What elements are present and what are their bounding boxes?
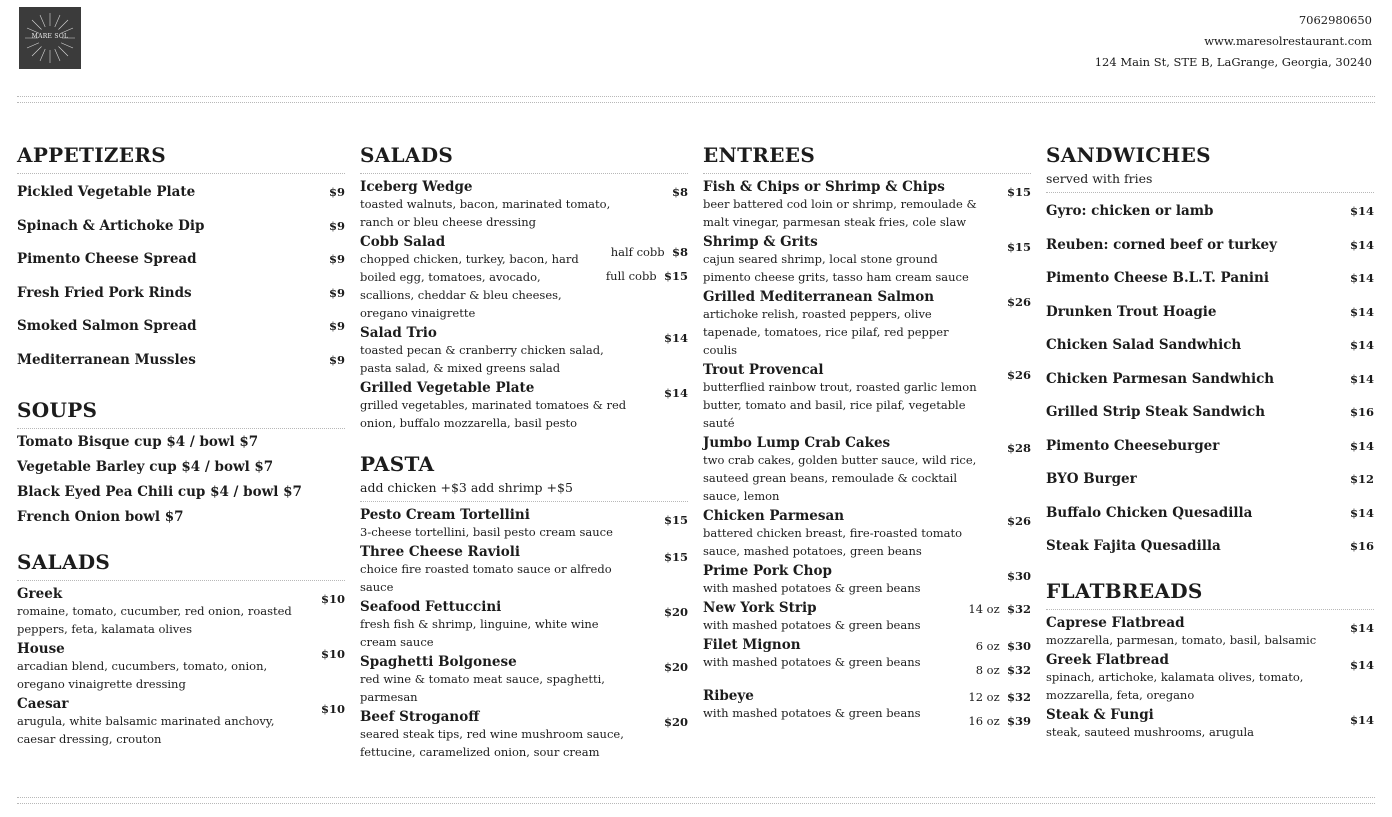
item-name: Pimento Cheese Spread [17,251,197,267]
item-price: $9 [328,185,345,199]
item-price: $9 [328,285,345,300]
item-price: $26 [1006,295,1031,309]
item-price: $14 [1349,657,1374,672]
item-price: $15 [663,513,688,527]
soup-item: French Onion bowl $7 [17,509,184,525]
menu-item [1046,366,1374,400]
pasta-section [360,452,688,761]
size-price: $32 [1006,663,1031,677]
entrees-heading: ENTREES [703,143,1031,174]
column-1 [17,143,345,751]
item-price: $10 [320,702,345,716]
item-price: $12 [1349,472,1374,486]
item-description: two crab cakes, golden butter sauce, wild rice, sauteed grean beans, remoulade & cocktail sauce, lemon [703,453,977,503]
entrees-section [703,143,1031,728]
menu-item [703,563,1031,597]
item-description: battered chicken breast, fire-roasted tomato sauce, mashed potatoes, green beans [703,526,963,558]
menu-item [17,213,345,247]
item-price: $26 [1006,368,1031,382]
item-description: arcadian blend, cucumbers, tomato, onion, oregano vinaigrette dressing [17,659,268,691]
size-price: $32 [1006,690,1031,704]
size-prices [606,240,688,288]
menu-item [703,435,1031,505]
item-name: Spaghetti Bolgonese [360,654,517,670]
item-price: $9 [328,352,345,367]
item-price: $9 [328,252,345,266]
item-name: Prime Pork Chop [703,563,832,579]
item-name: Chicken Parmesan Sandwhich [1046,370,1275,387]
item-description: grilled vegetables, marinated tomatoes & red onion, buffalo mozzarella, basil pesto [360,398,627,430]
menu-item [1046,652,1374,704]
item-price: $14 [1349,712,1374,727]
menu-item [1046,500,1374,534]
item-name: Pimento Cheeseburger [1046,437,1220,454]
item-name: Greek Flatbread [1046,651,1169,668]
item-name: Seafood Fettuccini [360,599,502,615]
item-price: $15 [1006,185,1031,199]
size-label: 12 oz [968,690,1000,704]
soups-section [17,398,345,534]
item-price: $28 [1006,441,1031,455]
menu-item [360,179,688,231]
menu-item [703,637,1031,685]
menu-item [703,179,1031,231]
item-description: 3-cheese tortellini, basil pesto cream sauce [360,525,613,539]
menu-item [703,508,1031,560]
item-price: $14 [663,386,688,400]
item-name: Grilled Vegetable Plate [360,380,535,396]
menu-item [1046,332,1374,366]
menu-item [360,325,688,377]
menu-item [1046,433,1374,467]
menu-item [703,688,1031,728]
item-description: artichoke relish, roasted peppers, olive tapenade, tomatoes, rice pilaf, red pepper coulis [703,307,949,357]
menu-item [17,641,345,693]
menu-item [1046,466,1374,500]
item-name: Trout Provencal [703,362,824,378]
item-price: $10 [320,647,345,661]
menu-item [1046,615,1374,649]
menu-item [17,586,345,638]
menu-item [1046,707,1374,741]
item-description: with mashed potatoes & green beans [703,706,921,720]
item-price: $9 [328,218,345,233]
menu-item [360,380,688,432]
contact-block [1095,10,1372,73]
appetizers-list [17,179,345,380]
logo-text: MARE SOL [31,33,69,40]
menu-item [17,347,345,381]
item-name: Pimento Cheese B.L.T. Panini [1046,270,1269,286]
item-price: $15 [1006,240,1031,254]
soup-item: Vegetable Barley cup $4 / bowl $7 [17,459,274,475]
item-description: spinach, artichoke, kalamata olives, tomato, mozzarella, feta, oregano [1046,669,1304,702]
item-price: $14 [1349,338,1374,352]
item-name: Three Cheese Ravioli [360,544,520,560]
size-price: $39 [1006,714,1031,728]
item-name: Mediterranean Mussles [17,351,196,368]
item-name: Gyro: chicken or lamb [1046,203,1214,219]
menu-item [360,507,688,541]
phone-number[interactable]: 7062980650 [1298,13,1372,27]
item-price: $26 [1006,514,1031,528]
menu-item [360,709,688,761]
item-name: Pesto Cream Tortellini [360,507,530,523]
appetizers-section [17,143,345,380]
salads-section [360,143,688,432]
size-price: $32 [1006,602,1031,616]
item-name: BYO Burger [1046,471,1137,487]
pasta-addons-note: add chicken +$3 add shrimp +$5 [360,476,688,502]
size-prices [968,597,1031,621]
item-price: $16 [1349,539,1374,553]
item-name: Spinach & Artichoke Dip [17,217,205,234]
item-description: chopped chicken, turkey, bacon, hard boiled egg, tomatoes, avocado, scallions, cheddar & bleu cheeses, oregano vinaigrette [360,252,579,320]
size-label: 14 oz [968,602,1000,616]
item-name: Iceberg Wedge [360,179,473,195]
size-price: $8 [671,245,688,259]
item-name: Beef Stroganoff [360,709,480,725]
item-price: $14 [663,331,688,345]
item-price: $14 [1349,620,1374,635]
size-label: 6 oz [975,639,1000,653]
item-name: Pickled Vegetable Plate [17,184,196,200]
soups-heading: SOUPS [17,398,345,429]
item-price: $14 [1349,304,1374,319]
item-price: $14 [1349,237,1374,252]
item-price: $8 [671,185,688,199]
menu-item [360,234,688,322]
item-description: mozzarella, parmesan, tomato, basil, balsamic [1046,632,1317,647]
size-prices [976,634,1031,682]
item-description: toasted walnuts, bacon, marinated tomato, ranch or bleu cheese dressing [360,197,611,229]
appetizers-heading: APPETIZERS [17,143,345,174]
item-name: Ribeye [703,688,754,704]
item-description: with mashed potatoes & green beans [703,655,921,669]
sandwiches-list [1046,198,1374,567]
salads-left-section [17,550,345,748]
item-description: seared steak tips, red wine mushroom sauce, fettucine, caramelized onion, sour cream [360,727,624,759]
item-description: choice fire roasted tomato sauce or alfredo sauce [360,562,612,594]
top-divider [17,96,1375,103]
menu-item [1046,232,1374,266]
item-price: $10 [320,592,345,606]
item-price: $20 [663,660,688,674]
item-name: Smoked Salmon Spread [17,318,197,334]
restaurant-logo [19,7,81,69]
item-price: $20 [663,715,688,729]
item-name: Fresh Fried Pork Rinds [17,284,192,301]
item-description: with mashed potatoes & green beans [703,618,921,632]
menu-item [1046,198,1374,232]
menu-item [360,544,688,596]
size-price: $30 [1006,639,1031,653]
item-name: Steak & Fungi [1046,706,1154,723]
item-description: beer battered cod loin or shrimp, remoulade & malt vinegar, parmesan steak fries, cole slaw [703,197,977,229]
menu-item [1046,399,1374,433]
menu-item [17,280,345,314]
sandwiches-note: served with fries [1046,167,1374,193]
item-name: Filet Mignon [703,637,801,653]
item-price: $15 [663,550,688,564]
column-2 [360,143,688,764]
column-3 [703,143,1031,728]
item-name: Grilled Mediterranean Salmon [703,289,935,305]
item-price: $20 [663,605,688,619]
item-name: Steak Fajita Quesadilla [1046,538,1221,554]
item-name: Greek [17,586,63,602]
item-description: cajun seared shrimp, local stone ground pimento cheese grits, tasso ham cream sauce [703,252,969,284]
item-name: Caprese Flatbread [1046,614,1185,631]
item-name: New York Strip [703,600,817,616]
menu-item [360,599,688,651]
size-label: 8 oz [975,663,1000,677]
menu-item [17,179,345,213]
item-price: $14 [1349,438,1374,453]
size-label: full cobb [605,269,657,283]
item-description: romaine, tomato, cucumber, red onion, roasted peppers, feta, kalamata olives [17,604,292,636]
menu-item [17,696,345,748]
item-name: Caesar [17,696,69,712]
pasta-heading: PASTA [360,452,435,476]
item-name: Grilled Strip Steak Sandwich [1046,404,1266,420]
soup-item: Black Eyed Pea Chili cup $4 / bowl $7 [17,484,302,500]
item-name: Fish & Chips or Shrimp & Chips [703,179,945,195]
menu-item [1046,265,1374,299]
salads-left-heading: SALADS [17,550,345,581]
item-description: fresh fish & shrimp, linguine, white wine cream sauce [360,617,599,649]
item-price: $14 [1349,271,1374,285]
item-description: toasted pecan & cranberry chicken salad, pasta salad, & mixed greens salad [360,343,604,375]
item-price: $9 [328,319,345,333]
item-name: Buffalo Chicken Quesadilla [1046,504,1253,521]
item-description: red wine & tomato meat sauce, spaghetti, parmesan [360,672,605,704]
sandwiches-heading: SANDWICHES [1046,143,1211,167]
menu-item [703,234,1031,286]
item-name: Chicken Parmesan [703,508,845,524]
item-price: $14 [1349,204,1374,218]
menu-item [703,362,1031,432]
item-price: $16 [1349,405,1374,419]
item-price: $14 [1349,371,1374,386]
item-price: $30 [1006,569,1031,583]
item-description: arugula, white balsamic marinated anchovy, caesar dressing, crouton [17,714,275,746]
item-name: Jumbo Lump Crab Cakes [703,435,891,451]
item-name: Reuben: corned beef or turkey [1046,236,1277,253]
size-price: $15 [663,269,688,283]
item-name: Salad Trio [360,325,437,341]
item-name: Drunken Trout Hoagie [1046,303,1217,320]
menu-item [703,289,1031,359]
salads-heading: SALADS [360,143,688,174]
item-description: with mashed potatoes & green beans [703,581,921,595]
column-4 [1046,143,1374,744]
website-link[interactable]: www.maresolrestaurant.com [1204,34,1372,48]
size-label: 16 oz [968,714,1000,728]
size-prices [968,685,1031,733]
menu-item [1046,533,1374,567]
soup-item: Tomato Bisque cup $4 / bowl $7 [17,434,259,450]
item-description: butterflied rainbow trout, roasted garlic lemon butter, tomato and basil, rice pilaf, vegetable sauté [703,380,977,430]
item-name: Chicken Salad Sandwhich [1046,337,1242,353]
menu-item [17,313,345,347]
flatbreads-section [1046,579,1374,741]
item-name: Shrimp & Grits [703,234,818,250]
bottom-divider [17,797,1375,804]
menu-item [1046,299,1374,333]
address: 124 Main St, STE B, LaGrange, Georgia, 30240 [1094,55,1372,69]
sandwiches-section [1046,143,1374,567]
flatbreads-heading: FLATBREADS [1046,579,1374,610]
item-description: steak, sauteed mushrooms, arugula [1046,724,1255,739]
menu-item [17,246,345,280]
item-name: Cobb Salad [360,234,446,250]
size-label: half cobb [610,245,665,259]
menu-item [703,600,1031,634]
menu-item [360,654,688,706]
item-name: House [17,641,65,657]
item-price: $14 [1349,505,1374,520]
